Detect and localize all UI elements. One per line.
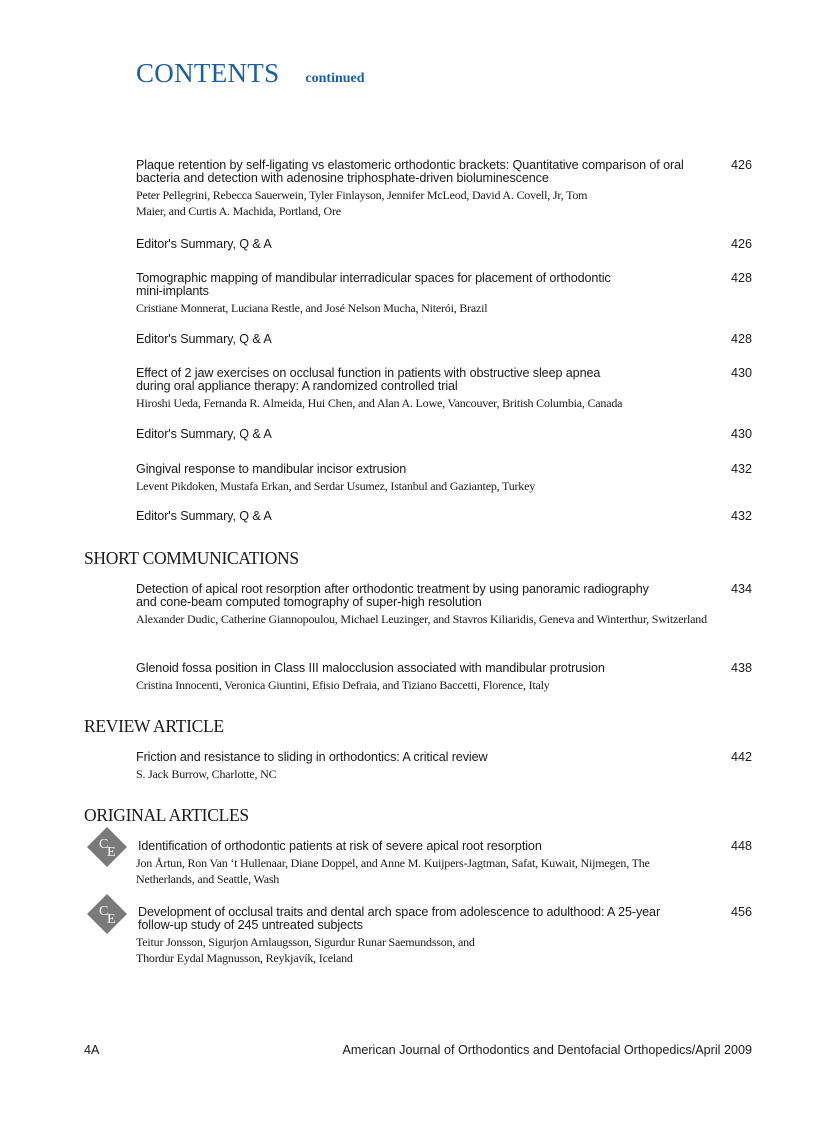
- page-number: 426: [730, 158, 752, 172]
- page-number: 428: [730, 332, 752, 346]
- svg-text:E: E: [107, 912, 116, 927]
- article-authors: Levent Pikdoken, Mustafa Erkan, and Serdar Usumez, Istanbul and Gaziantep, Turkey: [136, 479, 536, 493]
- toc-entry[interactable]: [136, 159, 752, 219]
- article-authors: Peter Pellegrini, Rebecca Sauerwein, Tyler Finlayson, Jennifer McLeod, David A. Covell, Jr, Tom Maier, and Curtis A. Machida, Portland, Ore: [136, 188, 588, 218]
- page-number: 442: [730, 750, 752, 764]
- toc-entry[interactable]: [136, 751, 752, 782]
- svg-text:E: E: [107, 845, 116, 860]
- toc-entry[interactable]: [136, 583, 752, 627]
- page-number: 428: [730, 271, 752, 285]
- toc-entry-editors-summary[interactable]: [136, 428, 752, 441]
- page-number: 430: [730, 427, 752, 441]
- footer-journal: American Journal of Orthodontics and Dentofacial Orthopedics/April 2009: [342, 1043, 752, 1057]
- section-heading-original-articles: ORIGINAL ARTICLES: [84, 805, 249, 825]
- page-number: 432: [730, 509, 752, 523]
- article-title: Effect of 2 jaw exercises on occlusal function in patients with obstructive sleep apnea during oral appliance therapy: A randomized controlled trial: [136, 366, 601, 393]
- article-authors: Hiroshi Ueda, Fernanda R. Almeida, Hui Chen, and Alan A. Lowe, Vancouver, British Columbia, Canada: [136, 396, 623, 410]
- svg-text:C: C: [99, 837, 109, 852]
- article-title: Glenoid fossa position in Class III malocclusion associated with mandibular protrusion: [136, 661, 605, 675]
- article-title: Development of occlusal traits and dental arch space from adolescence to adulthood: A 25-year follow-up study of 245 untreated subjects: [138, 905, 661, 932]
- article-title: Editor's Summary, Q & A: [136, 332, 272, 346]
- toc-entry[interactable]: [136, 463, 752, 494]
- article-authors: Teitur Jonsson, Sigurjon Arnlaugsson, Sigurdur Runar Saemundsson, and Thordur Eydal Magnusson, Reykjavík, Iceland: [136, 935, 475, 965]
- article-title: Friction and resistance to sliding in orthodontics: A critical review: [136, 750, 488, 764]
- page-number: 426: [730, 237, 752, 251]
- article-authors: Cristiane Monnerat, Luciana Restle, and José Nelson Mucha, Niterói, Brazil: [136, 301, 488, 315]
- page-title: CONTENTS: [136, 58, 280, 88]
- toc-entry[interactable]: [136, 662, 752, 693]
- section-heading-short-communications: SHORT COMMUNICATIONS: [84, 548, 299, 568]
- page-number: 430: [730, 366, 752, 380]
- section-heading-review-article: REVIEW ARTICLE: [84, 716, 224, 736]
- article-authors: S. Jack Burrow, Charlotte, NC: [136, 767, 277, 781]
- article-title: Editor's Summary, Q & A: [136, 427, 272, 441]
- article-title: Plaque retention by self-ligating vs elastomeric orthodontic brackets: Quantitative comparison of oral bacteria and detection with adenosine triphosphate-driven bioluminescence: [136, 158, 684, 185]
- article-title: Tomographic mapping of mandibular interradicular spaces for placement of orthodontic mini-implants: [136, 271, 611, 298]
- toc-entry[interactable]: [136, 272, 752, 316]
- svg-text:C: C: [99, 904, 109, 919]
- page-number: 448: [730, 839, 752, 853]
- article-title: Editor's Summary, Q & A: [136, 509, 272, 523]
- ce-credit-icon: [86, 826, 128, 868]
- article-title: Editor's Summary, Q & A: [136, 237, 272, 251]
- article-authors: Cristina Innocenti, Veronica Giuntini, Efisio Defraia, and Tiziano Baccetti, Florence, Italy: [136, 678, 550, 692]
- toc-entry-editors-summary[interactable]: [136, 510, 752, 523]
- page-subtitle: continued: [305, 71, 365, 86]
- toc-entry-editors-summary[interactable]: [136, 333, 752, 346]
- contents-header: [136, 58, 365, 89]
- page-footer: [84, 1043, 752, 1057]
- article-authors: Alexander Dudic, Catherine Giannopoulou, Michael Leuzinger, and Stavros Kiliaridis, Geneva and Winterthur, Switzerland: [136, 612, 707, 626]
- toc-entry[interactable]: [136, 840, 752, 887]
- toc-entry[interactable]: [136, 367, 752, 411]
- page-number: 456: [730, 905, 752, 919]
- page-number: 434: [730, 582, 752, 596]
- toc-entry-editors-summary[interactable]: [136, 238, 752, 251]
- ce-credit-icon: [86, 893, 128, 935]
- article-title: Gingival response to mandibular incisor extrusion: [136, 462, 407, 476]
- article-authors: Jon Årtun, Ron Van ‘t Hullenaar, Diane Doppel, and Anne M. Kuijpers-Jagtman, Safat, Kuwait, Nijmegen, The Netherlands, and Seattle, Wash: [136, 856, 650, 886]
- page-number: 432: [730, 462, 752, 476]
- article-title: Identification of orthodontic patients at risk of severe apical root resorption: [138, 839, 542, 853]
- footer-page-number: 4A: [84, 1043, 100, 1057]
- page-number: 438: [730, 661, 752, 675]
- toc-entry[interactable]: [136, 906, 752, 966]
- article-title: Detection of apical root resorption after orthodontic treatment by using panoramic radiography and cone-beam computed tomography of super-high resolution: [136, 582, 649, 609]
